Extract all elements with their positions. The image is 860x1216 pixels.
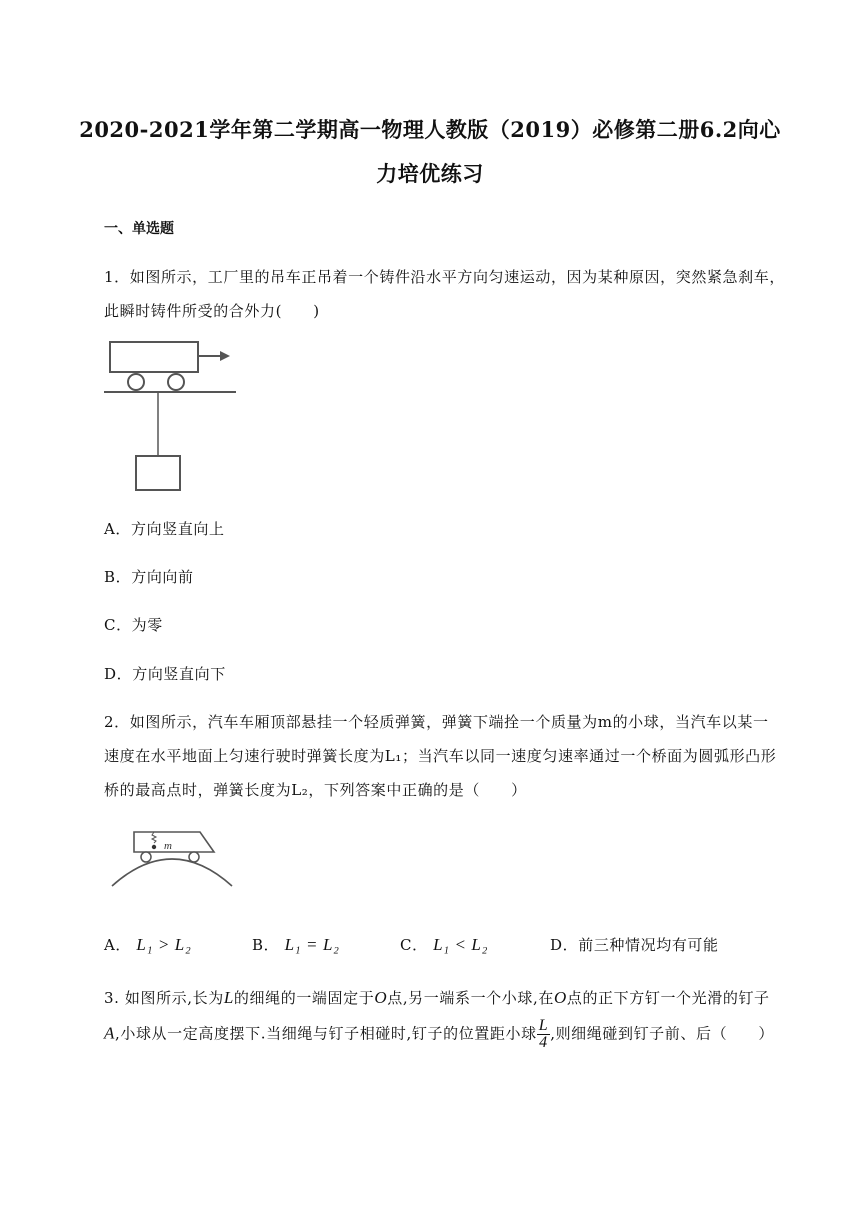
crane-figure [100, 336, 240, 496]
motion-arrow-head [220, 351, 230, 361]
q3-l1-O2: O [553, 988, 567, 1007]
q2-option-a-math: L₁ > L₂ [136, 935, 192, 954]
q1-option-c: C．为零 [104, 616, 163, 634]
spring [152, 832, 156, 843]
q2-text-line-2: 速度在水平地面上匀速行驶时弹簧长度为L₁；当汽车以同一速度匀速率通过一个桥面为圆弧形凸形 [104, 747, 777, 765]
q2-option-b-math: L₁ = L₂ [284, 935, 340, 954]
hanging-ball [152, 845, 156, 849]
page-title-line-2: 力培优练习 [376, 161, 484, 186]
q3-fraction-den: 4 [539, 1034, 548, 1051]
q2-option-d: D．前三种情况均有可能 [550, 936, 719, 954]
car-body [134, 832, 214, 852]
section-heading: 一、单选题 [104, 221, 174, 237]
mass-label: m [164, 840, 172, 852]
q2-option-c-prefix: C． [400, 936, 428, 954]
q1-text-line-1: 1．如图所示，工厂里的吊车正吊着一个铸件沿水平方向匀速运动，因为某种原因，突然紧急刹车， [104, 268, 785, 286]
cart-wheel-left [128, 374, 144, 390]
casting-block [136, 456, 180, 490]
q1-option-b: B．方向向前 [104, 568, 194, 586]
q2-option-b [252, 934, 340, 955]
car-wheel-right [189, 852, 199, 862]
crane-cart [110, 342, 198, 372]
page-title-line-1: 2020-2021学年第二学期高一物理人教版（2019）必修第二册6.2向心 [79, 117, 781, 142]
q2-option-a [104, 934, 191, 955]
q3-l1-a: 3. 如图所示,长为 [104, 989, 224, 1007]
q3-text-line-2 [104, 1018, 774, 1051]
q2-text-line-3: 桥的最高点时，弹簧长度为L₂，下列答案中正确的是（ ） [104, 781, 527, 799]
q2-option-c-math: L₁ < L₂ [433, 935, 488, 954]
q3-l2-a: ,小球从一定高度摆下.当细绳与钉子相碰时,钉子的位置距小球 [114, 1024, 537, 1043]
cart-wheel-right [168, 374, 184, 390]
q1-text-line-2: 此瞬时铸件所受的合外力( ) [104, 302, 320, 320]
q2-option-a-prefix: A． [104, 936, 132, 954]
car-wheel-left [141, 852, 151, 862]
q2-text-line-1: 2．如图所示，汽车车厢顶部悬挂一个轻质弹簧，弹簧下端拴一个质量为m的小球，当汽车以某一 [104, 713, 769, 731]
car-on-bridge-figure [108, 826, 238, 890]
q3-l2-b: ,则细绳碰到钉子前、后（ ） [550, 1024, 774, 1043]
q1-option-a: A．方向竖直向上 [104, 520, 225, 538]
q3-l2-A: A [104, 1023, 115, 1043]
q3-l1-c: 点,另一端系一个小球,在 [387, 989, 554, 1007]
q3-text-line-1 [104, 987, 770, 1008]
q3-fraction [537, 1018, 551, 1051]
q2-option-c [400, 934, 488, 955]
arch-bridge [112, 859, 232, 886]
q2-option-b-prefix: B． [252, 936, 280, 954]
q3-l1-d: 点的正下方钉一个光滑的钉子 [566, 989, 770, 1007]
q1-option-d: D．方向竖直向下 [104, 665, 226, 683]
q3-l1-L: L [223, 988, 234, 1007]
q3-fraction-num: L [538, 1017, 549, 1034]
q3-l1-b: 的细绳的一端固定于 [233, 989, 375, 1007]
q3-l1-O: O [374, 988, 388, 1007]
